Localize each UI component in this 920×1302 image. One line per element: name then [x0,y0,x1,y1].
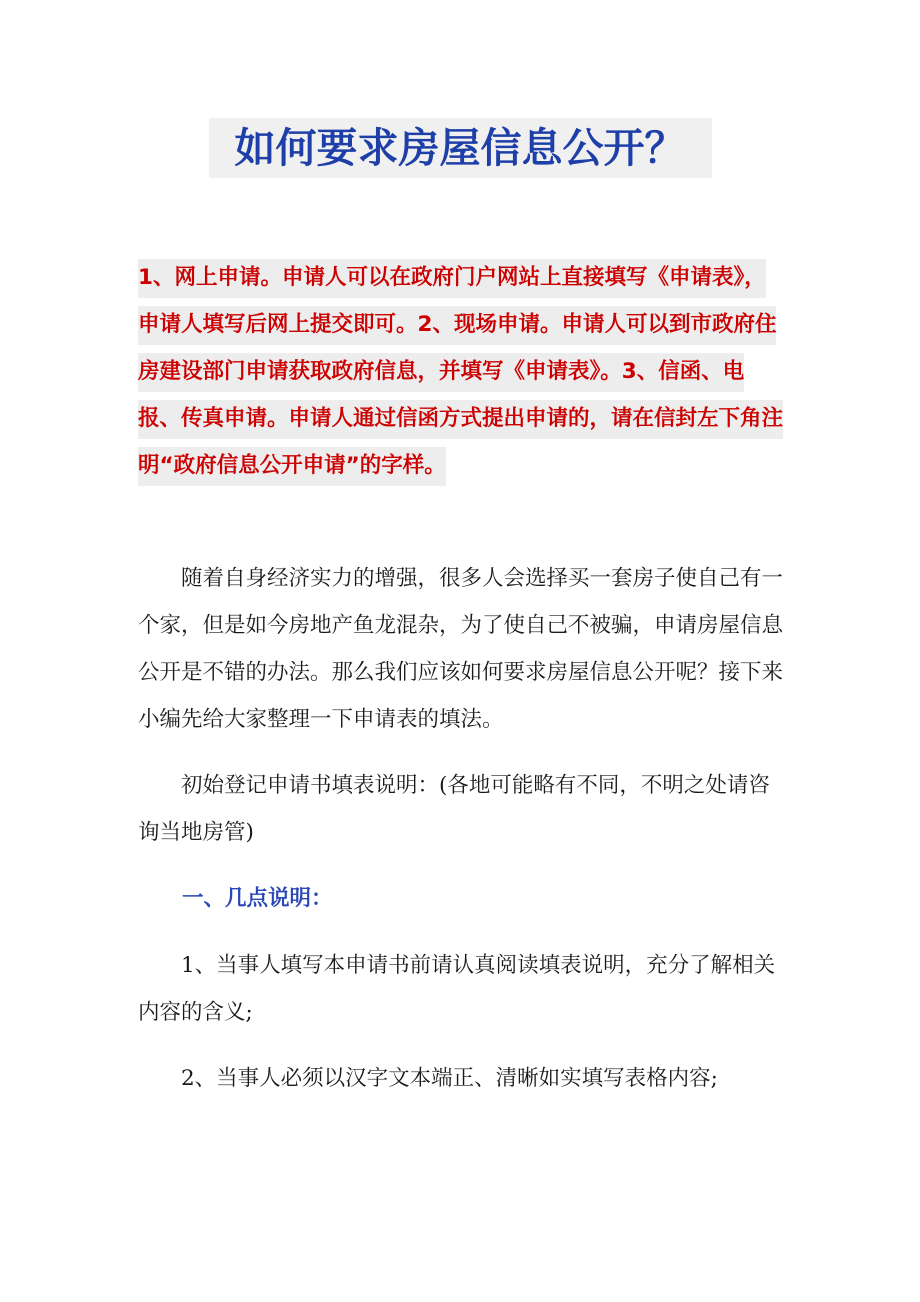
intro-paragraph: 随着自身经济实力的增强，很多人会选择买一套房子使自己有一个家，但是如今房地产鱼龙混杂，为了使自己不被骗，申请房屋信息公开是不错的办法。那么我们应该如何要求房屋信息公开呢？接下来小编先给大家整理一下申请表的填法。 [138,566,784,732]
summary-paragraph [138,254,784,489]
point-1-paragraph: 1、当事人填写本申请书前请认真阅读填表说明，充分了解相关内容的含义; [138,953,776,1025]
document-title: 如何要求房屋信息公开？ [209,118,712,178]
section-heading: 一、几点说明： [182,886,333,911]
summary-text: 1、网上申请。申请人可以在政府门户网站上直接填写《申请表》，申请人填写后网上提交即可。2、现场申请。申请人可以到市政府住房建设部门申请获取政府信息，并填写《申请表》。3、信函、电报、传真申请。申请人通过信函方式提出申请的，请在信封左下角注明“政府信息公开申请”的字样。 [138,259,783,486]
instructions-paragraph: 初始登记申请书填表说明：(各地可能略有不同，不明之处请咨询当地房管) [138,773,770,845]
title-container [0,118,920,178]
point-2-paragraph: 2、当事人必须以汉字文本端正、清晰如实填写表格内容; [181,1066,718,1091]
